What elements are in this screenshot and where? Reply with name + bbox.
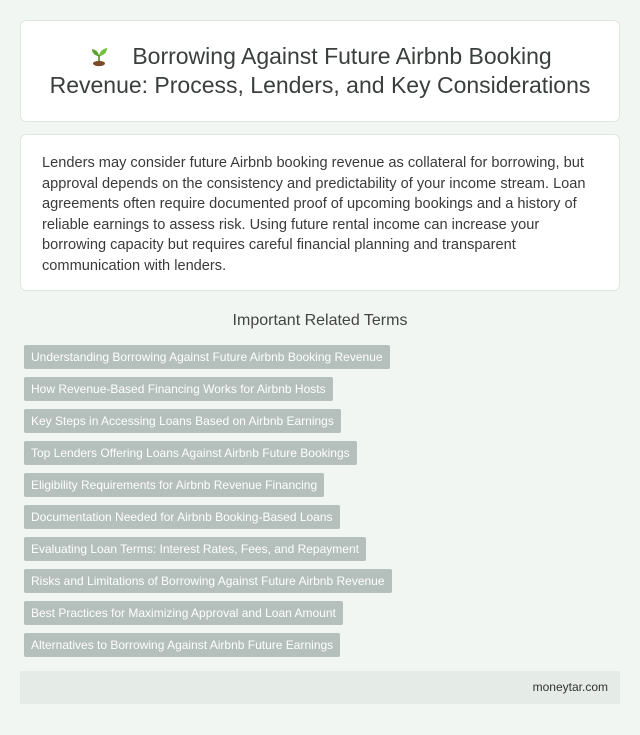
page-title-text: Borrowing Against Future Airbnb Booking Revenue: Process, Lenders, and Key Considerations xyxy=(49,43,591,98)
related-term-tag[interactable]: Top Lenders Offering Loans Against Airbnb Future Bookings xyxy=(24,441,357,465)
related-term-tag[interactable]: Key Steps in Accessing Loans Based on Airbnb Earnings xyxy=(24,409,341,433)
sprout-icon xyxy=(88,45,110,67)
footer xyxy=(20,671,620,704)
page-title xyxy=(21,42,619,100)
related-term-tag[interactable]: Eligibility Requirements for Airbnb Revenue Financing xyxy=(24,473,324,497)
title-card xyxy=(20,20,620,122)
related-term-tag[interactable]: Understanding Borrowing Against Future Airbnb Booking Revenue xyxy=(24,345,390,369)
footer-site-link[interactable]: moneytar.com xyxy=(532,680,608,694)
summary-card xyxy=(20,134,620,291)
related-term-tag[interactable]: Alternatives to Borrowing Against Airbnb Future Earnings xyxy=(24,633,340,657)
related-term-tag[interactable]: Risks and Limitations of Borrowing Against Future Airbnb Revenue xyxy=(24,569,392,593)
related-term-tag[interactable]: Evaluating Loan Terms: Interest Rates, Fees, and Repayment xyxy=(24,537,366,561)
related-term-tag[interactable]: How Revenue-Based Financing Works for Airbnb Hosts xyxy=(24,377,333,401)
summary-text: Lenders may consider future Airbnb booking revenue as collateral for borrowing, but approval depends on the consistency and predictability of your income stream. Loan agreements often require documented proof of upcoming bookings and a history of reliable earnings to assess risk. Using future rental income can increase your borrowing capacity but requires careful financial planning and transparent communication with lenders. xyxy=(42,155,586,274)
related-terms-heading: Important Related Terms xyxy=(232,312,408,329)
related-term-tag[interactable]: Best Practices for Maximizing Approval and Loan Amount xyxy=(24,601,343,625)
related-term-tag[interactable]: Documentation Needed for Airbnb Booking-Based Loans xyxy=(24,505,340,529)
